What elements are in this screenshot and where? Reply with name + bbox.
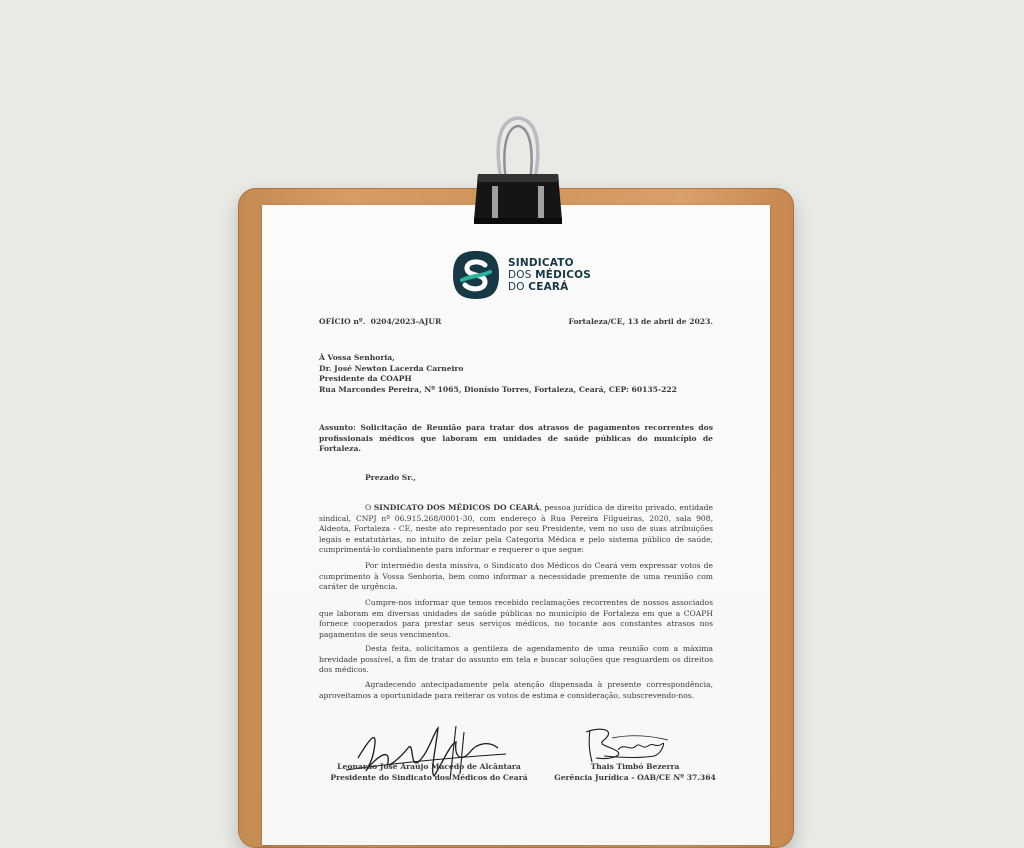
body-paragraph-5: Agradecendo antecipadamente pela atenção dispensada à presente correspondência, aproveitamos a oportunidade para reiterar os votos de estima e consideração, subscrevendo-nos. bbox=[319, 680, 713, 700]
subject-line: Assunto: Solicitação de Reunião para tratar dos atrasos de pagamentos recorrentes dos profissionais médicos que laboram em unidades de saúde públicas do município de Fortaleza. bbox=[319, 423, 713, 454]
body-paragraph-1: O SINDICATO DOS MÉDICOS DO CEARÁ, pessoa jurídica de direito privado, entidade sindical, CNPJ nº 06.915.268/0001-30, com endereço à Rua Pereira Filgueiras, 2020, sala 908, Aldeota, Fortaleza - CE, neste ato representado por seu Presidente, vem no uso de suas atribuições legais e estatutárias, no intuito de zelar pela Categoria Médica e pelo sistema público de saúde, cumprimentá-lo cordialmente para informar e requerer o que segue: bbox=[319, 503, 713, 555]
signatory-right: Thais Timbó Bezerra Gerência Jurídica - OAB/CE Nº 37.364 bbox=[554, 762, 716, 782]
logo-line1: SINDICATO bbox=[508, 257, 574, 269]
sindicato-s-logo-icon bbox=[452, 250, 500, 300]
recipient-block: À Vossa Senhoria, Dr. José Newton Lacerda Carneiro Presidente da COAPH Rua Marcondes Pereira, Nº 1065, Dionísio Torres, Fortaleza, Ceará, CEP: 60135-222 bbox=[319, 353, 677, 394]
oficio-number: OFÍCIO nº. 0204/2023-AJUR bbox=[319, 317, 442, 326]
body-paragraph-3: Cumpre-nos informar que temos recebido reclamações recorrentes de nossos associados que laboram em diversas unidades de saúde públicas no município de Fortaleza em que a COAPH fornece cooperados para prestar seus serviços médicos, no tocante aos constantes atrasos nos pagamentos de seus vencimentos. bbox=[319, 598, 713, 639]
body-paragraph-2: Por intermédio desta missiva, o Sindicato dos Médicos do Ceará vem expressar votos de cumprimento à Vossa Senhoria, bem como informar a necessidade premente de uma reunião com caráter de urgência. bbox=[319, 561, 713, 592]
logo-line3: DO CEARÁ bbox=[508, 281, 569, 293]
letter-date: Fortaleza/CE, 13 de abril de 2023. bbox=[568, 317, 713, 326]
logo-line2: DOS MÉDICOS bbox=[508, 269, 591, 281]
signature-right-icon bbox=[582, 724, 672, 766]
body-paragraph-4: Desta feita, solicitamos a gentileza de agendamento de uma reunião com a máxima brevidade possível, a fim de tratar do assunto em tela e buscar soluções que resguardem os direitos dos médicos. bbox=[319, 644, 713, 675]
greeting: Prezado Sr., bbox=[365, 473, 416, 482]
sindicato-logo bbox=[452, 249, 592, 301]
signatory-left: Leonardo José Araújo Macedo de Alcântara Presidente do Sindicato dos Médicos do Ceará bbox=[330, 762, 528, 782]
binder-clip-icon bbox=[474, 112, 562, 227]
